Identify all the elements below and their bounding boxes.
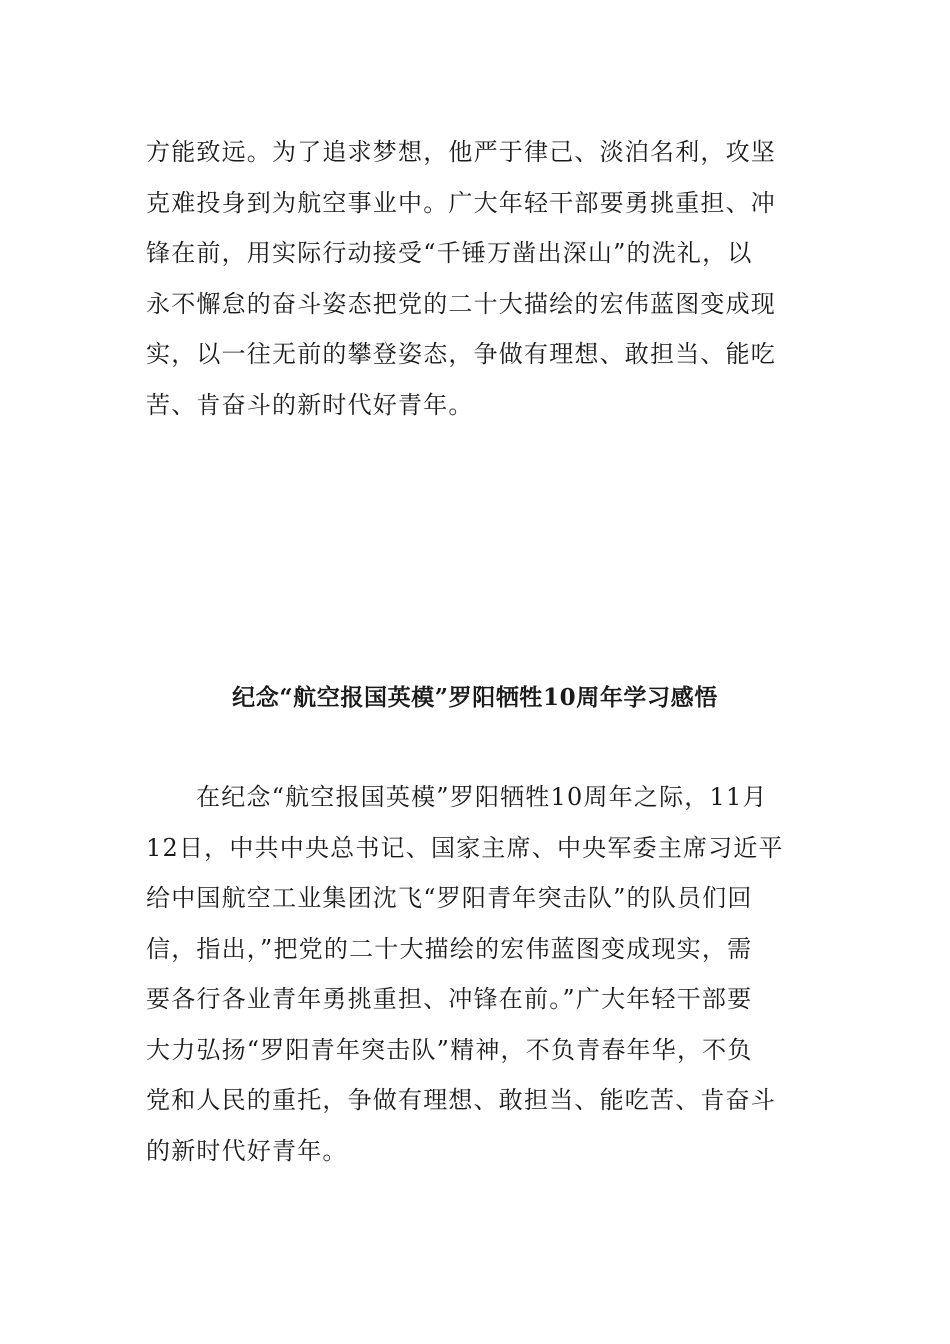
paragraph-line: 大力弘扬“罗阳青年突击队”精神，不负青春年华，不负 [146, 1035, 753, 1064]
paragraph-line: 在纪念“航空报国英模”罗阳牺牲10周年之际，11月 [196, 783, 768, 811]
paragraph-line: 实，以一往无前的攀登姿态，争做有理想、敢担当、能吃 [146, 340, 776, 368]
paragraph-line: 苦、肯奋斗的新时代好青年。 [146, 390, 474, 419]
continued-paragraph [146, 127, 800, 430]
main-paragraph [146, 772, 800, 1176]
paragraph-line: 的新时代好青年。 [146, 1136, 348, 1165]
paragraph-line: 锋在前，用实际行动接受“千锤万凿出深山”的洗礼，以 [146, 239, 753, 267]
paragraph-line: 永不懈怠的奋斗姿态把党的二十大描绘的宏伟蓝图变成现 [146, 289, 776, 318]
paragraph-line: 12日，中共中央总书记、国家主席、中央军委主席习近平 [146, 833, 784, 862]
paragraph-line: 克难投身到为航空事业中。广大年轻干部要勇挑重担、冲 [146, 188, 776, 217]
paragraph-line: 方能致远。为了追求梦想，他严于律己、淡泊名利，攻坚 [146, 138, 776, 166]
paragraph-line: 信，指出，”把党的二十大描绘的宏伟蓝图变成现实，需 [146, 934, 753, 963]
section-title: 纪念“航空报国英模”罗阳牺牲10周年学习感悟 [232, 684, 718, 711]
paragraph-line: 给中国航空工业集团沈飞“罗阳青年突击队”的队员们回 [146, 884, 753, 912]
paragraph-line: 党和人民的重托，争做有理想、敢担当、能吃苦、肯奋斗 [146, 1086, 776, 1114]
paragraph-line: 要各行各业青年勇挑重担、冲锋在前。”广大年轻干部要 [146, 985, 753, 1013]
